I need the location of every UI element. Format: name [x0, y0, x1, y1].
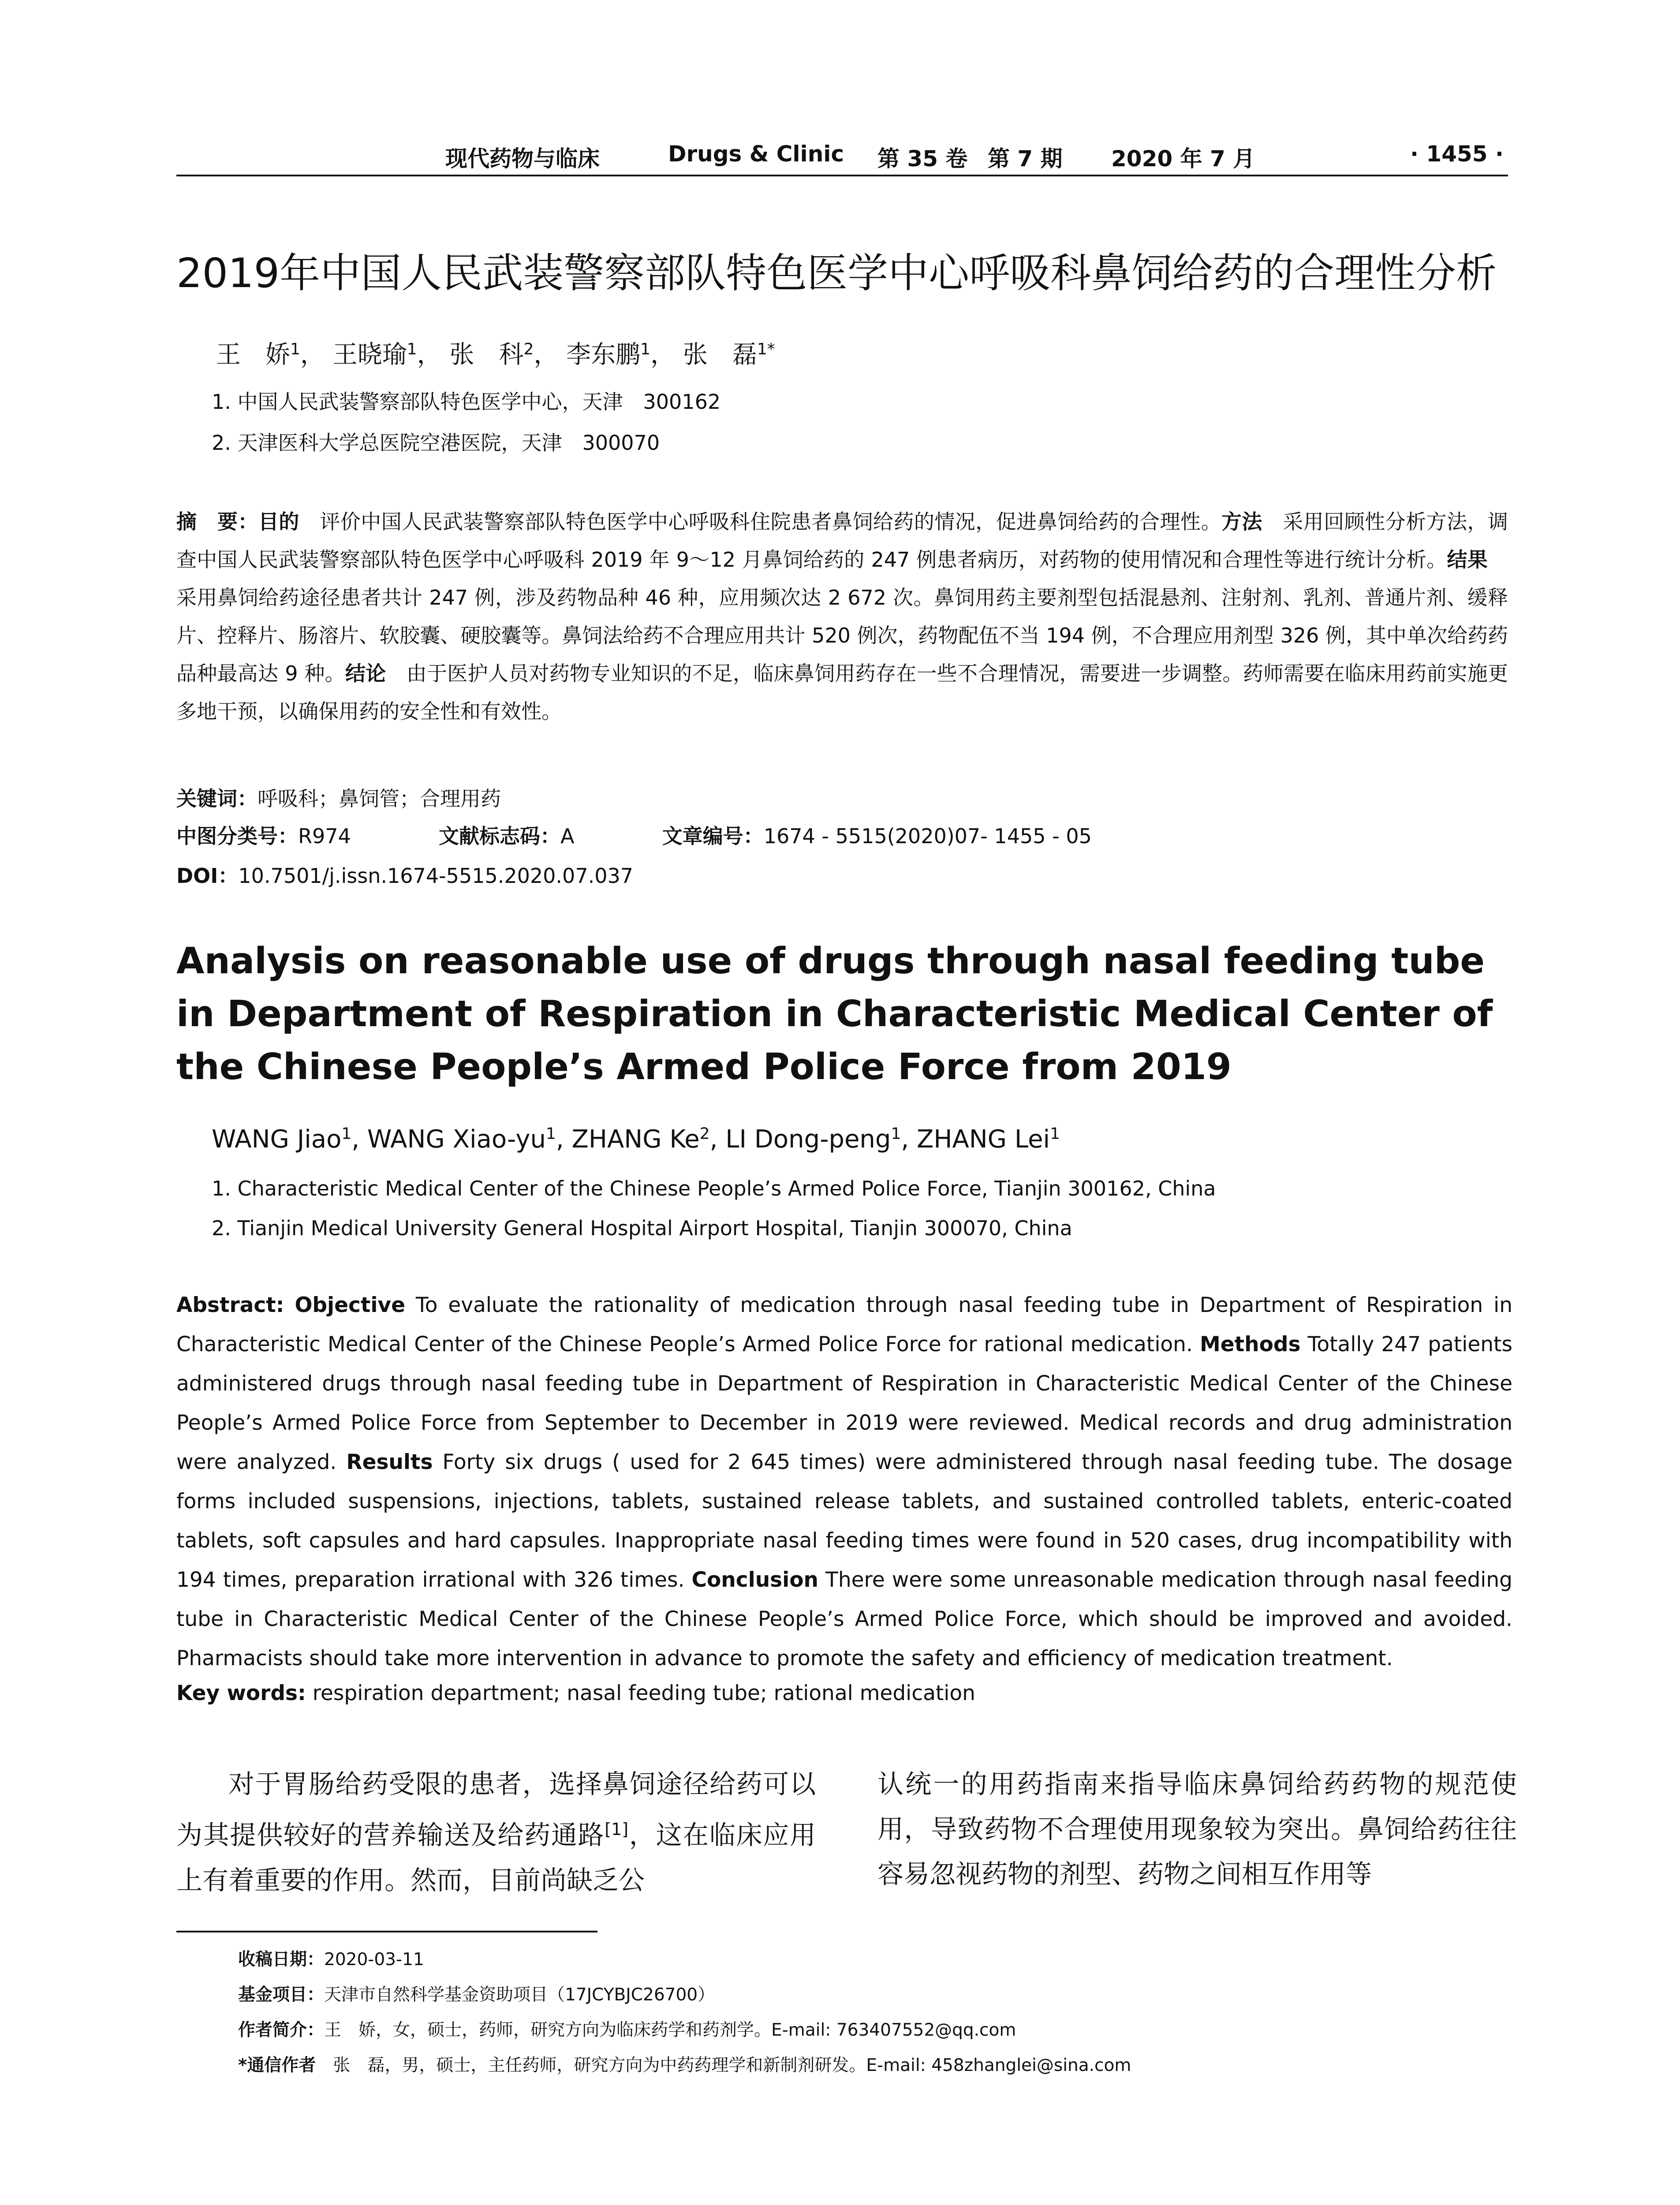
- journal-name-cn: 现代药物与临床: [445, 146, 600, 172]
- volume: 第 35 卷: [877, 146, 968, 172]
- author: WANG Jiao$^1$,: [212, 1125, 367, 1154]
- abstract-cn: 摘 要：目的 评价中国人民武装警察部队特色医学中心呼吸科住院患者鼻饲给药的情况，促进鼻饲给药的合理性。方法 采用回顾性分析方法，调查中国人民武装警察部队特色医学中心呼吸科 2019 年 9～12 月鼻饲给药的 247 例患者病历，对药物的使用情况和合理性等进行统计分析。结果 采用鼻饲给药途径患者共计 247 例，涉及药物品种 46 种，应用频次达 2 672 次。鼻饲用药主要剂型包括混悬剂、注射剂、乳剂、普通片剂、缓释片、控释片、肠溶片、软胶囊、硬胶囊等。鼻饲法给药不合理应用共计 520 例次，药物配伍不当 194 例，不合理应用剂型 326 例，其中单次给药药品种最高达 9 种。结论 由于医护人员对药物专业知识的不足，临床鼻饲用药存在一些不合理情况，需要进一步调整。药师需要在临床用药前实施更多地干预，以确保用药的安全性和有效性。: [176, 510, 1508, 723]
- affiliation-en-1: 1. Characteristic Medical Center of the Chinese People’s Armed Police Force, Tianjin 300162, China: [212, 1177, 1216, 1200]
- author: WANG Xiao-$yu^1$,: [367, 1125, 572, 1154]
- classification-line: 中图分类号：R974 文献标志码：A 文章编号：1674 - 5515(2020)07- 1455 - 05: [176, 824, 1092, 848]
- affiliation-cn-1: 1. 中国人民武装警察部队特色医学中心，天津 300162: [212, 390, 721, 414]
- author: ZHANG Ke$^2$,: [571, 1125, 726, 1154]
- running-header: [176, 132, 1508, 176]
- conclusion-label: Conclusion: [691, 1568, 819, 1592]
- page-number: · 1455 ·: [1410, 141, 1504, 167]
- methods-label: Methods: [1200, 1332, 1301, 1357]
- authors-en: [212, 1125, 1060, 1154]
- conclusion-label: 结论: [345, 662, 386, 685]
- body-column-left: 对于胃肠给药受限的患者，选择鼻饲途径给药可以为其提供较好的营养输送及给药通路[1]，这在临床应用上有着重要的作用。然而，目前尚缺乏公: [176, 1769, 816, 1895]
- authors-cn: [216, 335, 775, 370]
- title-cn: 2019年中国人民武装警察部队特色医学中心呼吸科鼻饲给药的合理性分析: [176, 250, 1497, 297]
- author: LI Dong-peng$^1$,: [725, 1125, 917, 1154]
- doi: DOI：10.7501/j.issn.1674-5515.2020.07.037: [176, 864, 634, 888]
- body-column-right: 认统一的用药指南来指导临床鼻饲给药药物的规范使用，导致药物不合理使用现象较为突出。鼻饲给药往往容易忽视药物的剂型、药物之间相互作用等: [877, 1769, 1517, 1889]
- footnote-rule: [176, 1931, 597, 1932]
- objective-label: 目的: [258, 510, 299, 534]
- abstract-label: Abstract:: [176, 1293, 284, 1317]
- author: 张 磊$^{1*}$: [683, 340, 775, 369]
- objective-label: Objective: [295, 1293, 405, 1317]
- issue-date: 2020 年 7 月: [1111, 146, 1255, 172]
- title-en: Analysis on reasonable use of drugs through nasal feeding tube in Department of Respiration in Characteristic Medical Center of the Chinese People’s Armed Police Force from 2019: [176, 940, 1493, 1088]
- author: 王晓瑜$^1$，: [332, 340, 442, 369]
- abstract-en: Abstract: Objective To evaluate the rationality of medication through nasal feeding tube in Department of Respiration in Characteristic Medical Center of the Chinese People’s Armed Police Force for rational medication. Methods Totally 247 patients administered drugs through nasal feeding tube in Department of Respiration in Characteristic Medical Center of the Chinese People’s Armed Police Force from September to December in 2019 were reviewed. Medical records and drug administration were analyzed. Results Forty six drugs ( used for 2 645 times) were administered through nasal feeding tube. The dosage forms included suspensions, injections, tablets, sustained release tablets, and sustained controlled tablets, enteric-coated tablets, soft capsules and hard capsules. Inappropriate nasal feeding times were found in 520 cases, drug incompatibility with 194 times, preparation irrational with 326 times. Conclusion There were some unreasonable medication through nasal feeding tube in Characteristic Medical Center of the Chinese People’s Armed Police Force, which should be improved and avoided. Pharmacists should take more intervention in advance to promote the safety and efficiency of medication treatment.: [176, 1293, 1512, 1671]
- author: 张 科$^2$，: [449, 340, 559, 369]
- results-label: 结果: [1447, 548, 1488, 572]
- results-label: Results: [346, 1450, 433, 1474]
- footnote-received: 收稿日期：2020-03-11: [238, 1950, 424, 1970]
- author: 王 娇$^1$，: [216, 340, 325, 369]
- author: ZHANG Lei$^1$: [916, 1125, 1060, 1154]
- affiliation-cn-2: 2. 天津医科大学总医院空港医院，天津 300070: [212, 431, 660, 455]
- methods-label: 方法: [1221, 510, 1262, 534]
- footnote-author-bio: 作者简介：王 娇，女，硕士，药师，研究方向为临床药学和药剂学。E-mail: 763407552@qq.com: [238, 2020, 1016, 2040]
- keywords-en: Key words: respiration department; nasal feeding tube; rational medication: [176, 1681, 975, 1705]
- header-rule: [176, 175, 1508, 176]
- journal-name-en: Drugs & Clinic: [668, 141, 844, 167]
- affiliation-en-2: 2. Tianjin Medical University General Hospital Airport Hospital, Tianjin 300070, China: [212, 1216, 1072, 1240]
- footnote-fund: 基金项目：天津市自然科学基金资助项目（17JCYBJC26700）: [238, 1985, 715, 2005]
- keywords-cn: 关键词：呼吸科；鼻饲管；合理用药: [176, 787, 501, 811]
- footnote-corresponding: *通信作者 张 磊，男，硕士，主任药师，研究方向为中药药理学和新制剂研发。E-mail: 458zhanglei@sina.com: [238, 2056, 1131, 2075]
- issue: 第 7 期: [988, 146, 1063, 172]
- citation: [1]: [605, 1820, 629, 1839]
- author: 李东鹏$^1$，: [566, 340, 676, 369]
- abstract-label: 摘 要：: [176, 510, 258, 534]
